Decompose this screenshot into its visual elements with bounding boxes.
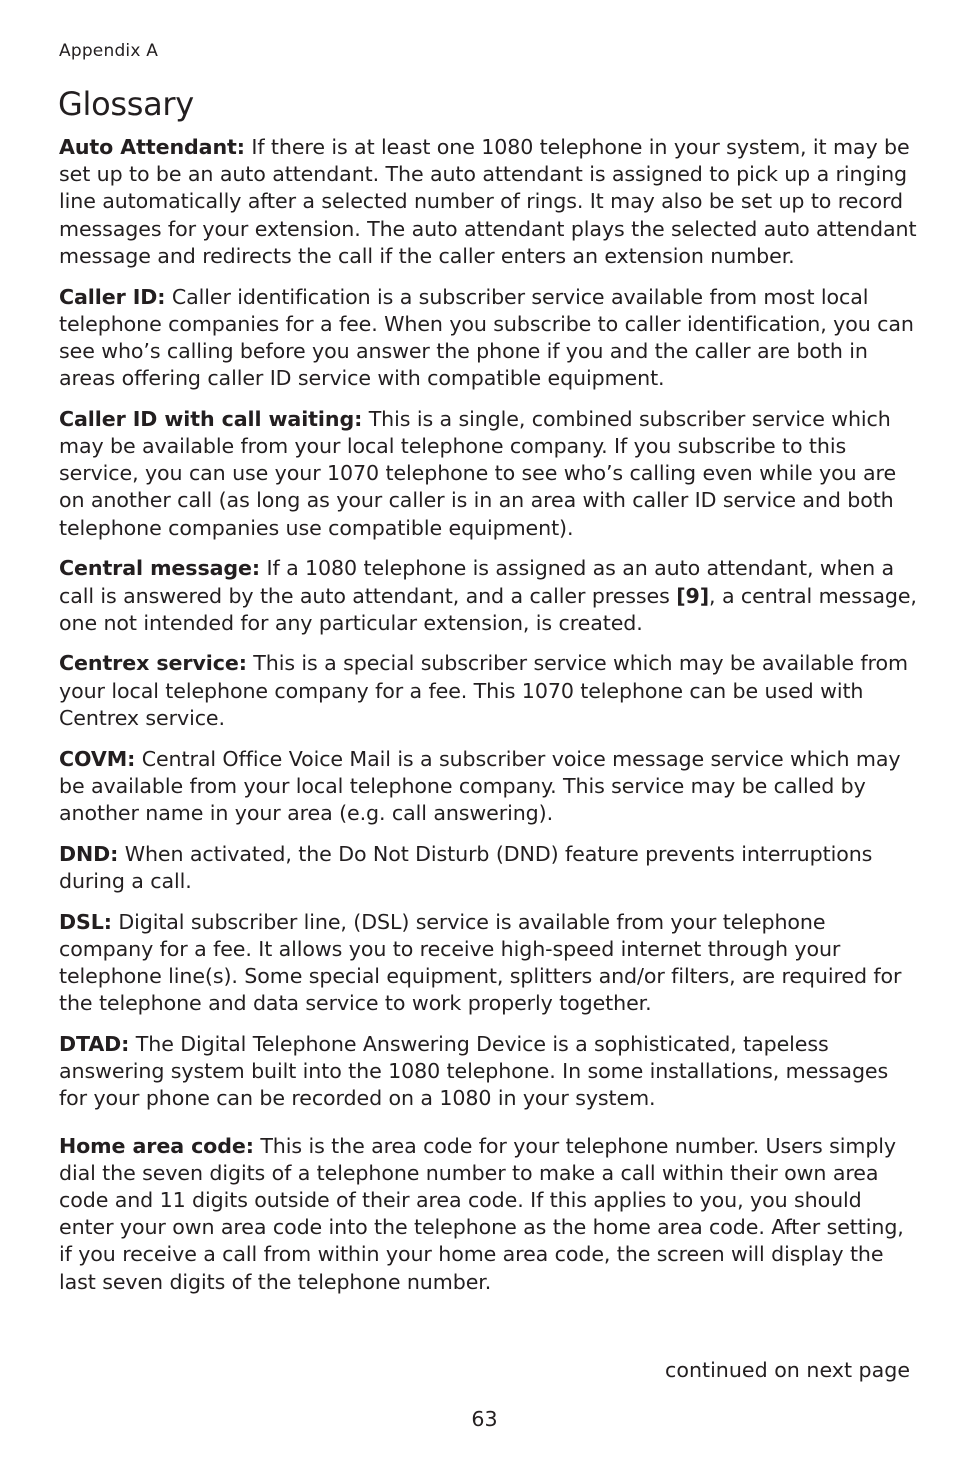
glossary-definition: This is the area code for your telephone number. Users simply dial the seven digits of a telephone number to make a call within their own area code and 11 digits outside of their area code. If this applies to you, you should enter your own area code into the telephone as the home area code. After setting, if you receive a call from within your home area code, the screen will display the last seven digits of the telephone number. [59, 1133, 904, 1294]
glossary-entry-dtad [59, 1031, 919, 1113]
key-label: [9] [676, 583, 710, 608]
glossary-term: Centrex service: [59, 651, 247, 676]
page-number: 63 [471, 1407, 498, 1431]
glossary-definition: Caller identification is a subscriber service available from most local telephone companies for a fee. When you subscribe to caller identification, you can see who’s calling before you answer the phone if you and the caller are both in areas offering caller ID service with compatible equipment. [59, 284, 914, 391]
glossary-term: Caller ID with call waiting: [59, 406, 363, 431]
glossary-entry-covm [59, 746, 919, 828]
glossary-term: DSL: [59, 909, 112, 934]
glossary-entry-centrex-service [59, 650, 919, 732]
glossary-list [59, 134, 919, 1309]
glossary-definition: When activated, the Do Not Disturb (DND) feature prevents interruptions during a call. [59, 841, 873, 893]
glossary-entry-central-message [59, 555, 919, 637]
glossary-entry-caller-id-call-waiting [59, 406, 919, 542]
glossary-entry-auto-attendant [59, 134, 919, 270]
glossary-term: DTAD: [59, 1031, 130, 1056]
running-head: Appendix A [59, 41, 159, 61]
glossary-definition: The Digital Telephone Answering Device is a sophisticated, tapeless answering system built into the 1080 telephone. In some installations, messages for your phone can be recorded on a 1080 in your system. [59, 1031, 889, 1111]
glossary-term: Home area code: [59, 1133, 254, 1158]
glossary-entry-home-area-code [59, 1133, 919, 1296]
glossary-definition: If there is at least one 1080 telephone in your system, it may be set up to be an auto attendant. The auto attendant is assigned to pick up a ringing line automatically after a selected number of rings. It may also be set up to record messages for your extension. The auto attendant plays the selected auto attendant message and redirects the call if the caller enters an extension number. [59, 135, 917, 268]
glossary-term: Auto Attendant: [59, 135, 245, 159]
glossary-definition: This is a single, combined subscriber service which may be available from your local telephone company. If you subscribe to this service, you can use your 1070 telephone to see who’s calling even while you are on another call (as long as your caller is in an area with caller ID service and both telephone companies use compatible equipment). [59, 406, 897, 540]
glossary-entry-caller-id [59, 284, 919, 393]
glossary-definition: This is a special subscriber service which may be available from your local telephone company for a fee. This 1070 telephone can be used with Centrex service. [59, 651, 908, 730]
glossary-definition: Digital subscriber line, (DSL) service is available from your telephone company for a fee. It allows you to receive high-speed internet through your telephone line(s). Some special equipment, splitters and/or filters, are required for the telephone and data service to work properly together. [59, 909, 902, 1016]
glossary-term: DND: [59, 841, 119, 866]
continued-note: continued on next page [665, 1358, 910, 1382]
glossary-term: Caller ID: [59, 284, 166, 309]
glossary-term: COVM: [59, 746, 136, 771]
glossary-entry-dsl [59, 909, 919, 1018]
glossary-definition: If a 1080 telephone is assigned as an auto attendant, when a call is answered by the auto attendant, and a caller presses [59, 556, 895, 608]
page-title: Glossary [58, 85, 194, 123]
glossary-definition: Central Office Voice Mail is a subscriber voice message service which may be available from your local telephone company. This service may be called by another name in your area (e.g. call answering). [59, 746, 901, 825]
glossary-term: Central message: [59, 556, 261, 581]
glossary-entry-dnd [59, 841, 919, 895]
glossary-definition-continued: , a central message, one not intended for any particular extension, is created. [59, 583, 917, 635]
